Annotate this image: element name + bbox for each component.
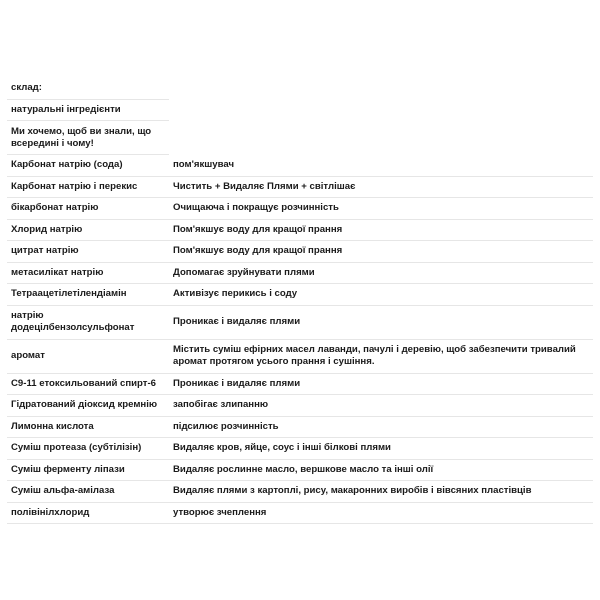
- ingredient-name: полівінілхлорид: [11, 506, 90, 518]
- ingredient-purpose: Активізує перикись і соду: [173, 288, 298, 300]
- ingredient-purpose: Видаляє рослинне масло, вершкове масло та інші олії: [173, 463, 434, 475]
- table-row: [7, 395, 593, 417]
- table-row: [7, 198, 593, 220]
- ingredient-purpose: Видаляє кров, яйце, соус і інші білкові плями: [173, 442, 391, 454]
- ingredient-name: Суміш ферменту ліпази: [11, 463, 125, 475]
- ingredient-name: Карбонат натрію (сода): [11, 159, 123, 171]
- ingredient-name: C9-11 етоксильований спирт-6: [11, 377, 157, 389]
- ingredient-name: цитрат натрію: [11, 245, 79, 257]
- ingredient-name: Тетраацетілетілендіамін: [11, 288, 127, 300]
- ingredient-name: Лимонна кислота: [11, 420, 94, 432]
- table-row: [7, 503, 593, 525]
- ingredient-purpose: підсилює розчинність: [173, 420, 279, 432]
- table-row: [7, 438, 593, 460]
- table-row: [7, 374, 593, 396]
- ingredient-purpose: утворює зчеплення: [173, 506, 267, 518]
- table-subtitle: натуральні інгредієнти: [11, 103, 121, 115]
- ingredient-name: Гідратований діоксид кремнію: [11, 399, 158, 411]
- table-row: [7, 481, 593, 503]
- table-row: [7, 306, 593, 340]
- table-row: [7, 155, 593, 177]
- table-row: [7, 177, 593, 199]
- ingredient-name: Карбонат натрію і перекис: [11, 180, 138, 192]
- table-row: [7, 340, 593, 374]
- table-note: Ми хочемо, щоб ви знали, що всередині і чому!: [11, 125, 152, 149]
- table-row: [7, 241, 593, 263]
- ingredient-purpose: Проникає і видаляє плями: [173, 377, 301, 389]
- ingredient-purpose: Очищаюча і покращує розчинність: [173, 202, 339, 214]
- table-row: [7, 417, 593, 439]
- header-row-note: [7, 121, 169, 155]
- header-row-subtitle: [7, 100, 169, 122]
- ingredient-purpose: Чистить + Видаляє Плями + світлішає: [173, 180, 356, 192]
- ingredient-purpose: Пом'якшує воду для кращої прання: [173, 245, 343, 257]
- ingredient-purpose: запобігає злипанню: [173, 399, 269, 411]
- table-row: [7, 220, 593, 242]
- ingredient-purpose: Проникає і видаляє плями: [173, 316, 301, 327]
- table-row: [7, 284, 593, 306]
- ingredient-name: аромат: [11, 350, 45, 361]
- table-title: склад:: [11, 82, 42, 94]
- ingredients-table: [7, 78, 593, 524]
- ingredient-name: натрію додецілбензолсульфонат: [11, 310, 135, 333]
- ingredient-purpose: пом'якшувач: [173, 159, 235, 171]
- ingredient-name: Хлорид натрію: [11, 223, 83, 235]
- ingredient-name: Суміш альфа-амілаза: [11, 485, 115, 497]
- ingredient-name: бікарбонат натрію: [11, 202, 99, 214]
- ingredient-purpose: Містить суміш ефірних масел лаванди, пачулі і деревію, щоб забезпечити тривалий аромат протягом усього прання і сушіння.: [173, 344, 576, 367]
- ingredient-name: Суміш протеаза (субтілізін): [11, 442, 142, 454]
- ingredient-name: метасилікат натрію: [11, 266, 104, 278]
- ingredient-purpose: Пом'якшує воду для кращої прання: [173, 223, 343, 235]
- table-row: [7, 263, 593, 285]
- table-row: [7, 460, 593, 482]
- ingredient-purpose: Допомагає зруйнувати плями: [173, 266, 315, 278]
- ingredient-purpose: Видаляє плями з картоплі, рису, макаронних виробів і вівсяних пластівців: [173, 485, 532, 497]
- header-row-title: [7, 78, 169, 100]
